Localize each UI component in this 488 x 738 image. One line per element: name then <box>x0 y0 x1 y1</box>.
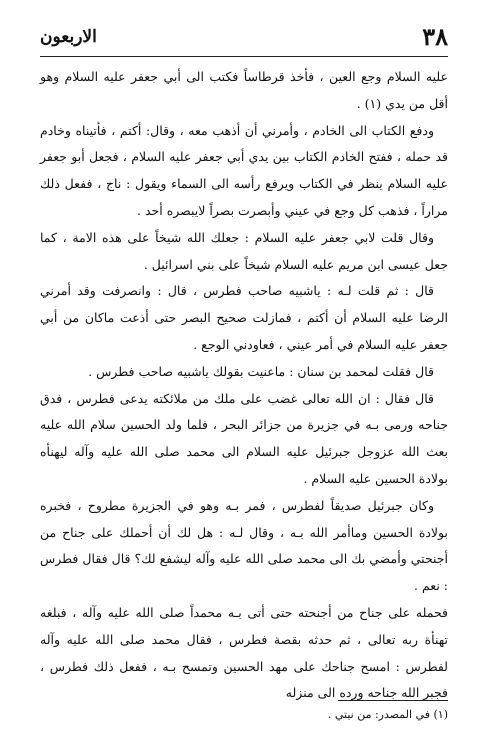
footnote: (١) في المصدر: من نيتي . <box>327 708 448 721</box>
paragraph-6: قال فقال : ان الله تعالى غضب على ملك من ملائكته يدعى فطرس ، فدق جناحه ورمى بـه في جزيرة من جزائر البحر ، فلما ولد الحسين سلام الله عليه بعث الله عزوجل جبرئيل عليه السلام الى محمد صلى الله عليه وآله ليهنأه بولادة الحسين عليه السلام . <box>40 390 448 486</box>
paragraph-2: ودفع الكتاب الى الخادم ، وأمرني أن أذهب معه ، وقال: أكتم ، فأتيناه وخادم قد حمله ، ففتح الخادم الكتاب بين يدي أبي جعفر عليه السلام ، فجعل أبو جعفر عليه السلام ينظر في الكتاب ويرفع رأسه الى السماء ويقول : ناج ، ففعل ذلك مراراً ، فذهب كل وجع في عيني وأبصرت بصراً لايبصره أحد . <box>40 122 448 218</box>
paragraph-7: وكان جبرئيل صديقاً لفطرس ، فمر بـه وهو في الجزيرة مطروح ، فخبره بولادة الحسين وماأمر الله بـه ، وقال لـه : هل لك أن أحملك على جناح من أجنحتي وأمضي بك الى محمد صلى الله عليه وآله ليشفع لك؟ قال فقال فطرس : نعم . <box>40 497 448 594</box>
page-header <box>40 22 448 52</box>
paragraph-5: قال فقلت لمحمد بن سنان : ماعنيت بقولك ياشبيه صاحب فطرس . <box>88 363 434 379</box>
footnote-divider <box>338 700 448 701</box>
running-title: الاربعون <box>40 27 97 47</box>
paragraph-8: فحمله على جناح من أجنحته حتى أتى بـه محمداً صلى الله عليه وآله ، فبلغه تهنأة ربه تعالى ، ثم حدثه بقصة فطرس ، فقال محمد صلى الله عليه وآله لفطرس : امسح جناحك على مهد الحسين وتمسح بـه ، ففعل ذلك فطرس ، فجبر الله جناحه ورده الى منزله <box>40 604 448 701</box>
header-divider <box>40 56 448 57</box>
paragraph-1: عليه السلام وجع العين ، فأخذ قرطاساً فكتب الى أبي جعفر عليه السلام وهو أقل من يدي (١) . <box>40 69 448 111</box>
paragraph-4: قال : ثم قلت لـه : ياشبيه صاحب فطرس ، قال : وانصرفت وقد أمرني الرضا عليه السلام أن أكتم ، فمازلت صحيح البصر حتى أذعت ماكان من أبي جعفر عليه السلام في أمر عيني ، فعاودني الوجع . <box>40 283 448 352</box>
body-text <box>40 64 448 701</box>
page-number: ٣٨ <box>422 22 448 51</box>
paragraph-3: وقال قلت لابي جعفر عليه السلام : جعلك الله شيخاً على هذه الامة ، كما جعل عيسى ابن مريم عليه السلام شيخاً على بني اسرائيل . <box>40 229 448 272</box>
